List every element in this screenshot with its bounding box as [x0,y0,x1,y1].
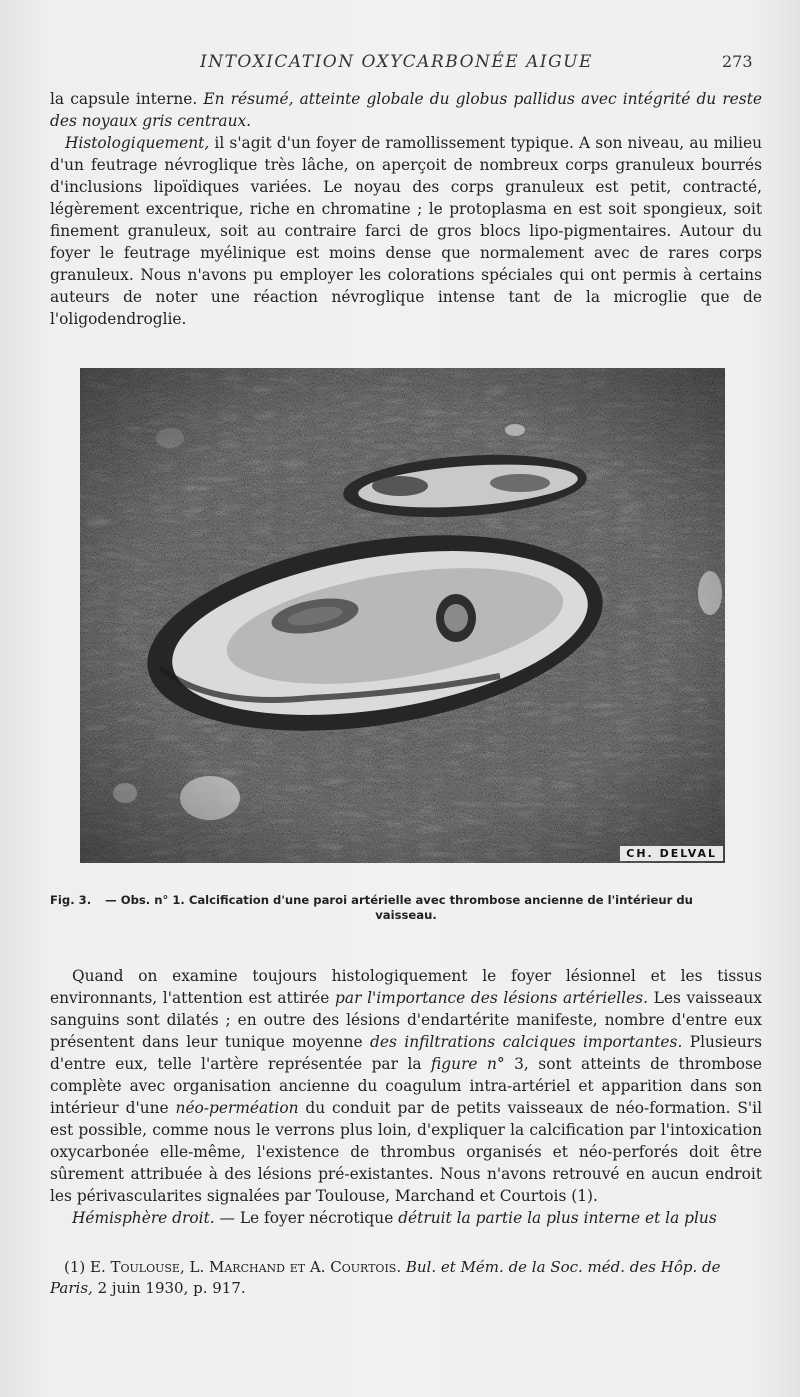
p2-italic-4: néo-perméation [175,1099,299,1117]
p2-italic-3: figure n° [431,1055,505,1073]
p2-text-1: Quand on examine toujours histologiquement le foyer lésionnel et les tissus environnants, l'attention est attirée [50,967,762,1007]
resume-text: En résumé, atteinte globale du globus pallidus avec intégrité du reste des noyaux gris centraux. [50,90,762,130]
page-number: 273 [722,52,753,71]
footnote [50,1257,762,1299]
figure-micrograph [80,368,725,863]
running-title: INTOXICATION OXYCARBONÉE AIGUE [200,52,593,72]
footnote-number: (1) [64,1258,91,1276]
paragraph-1-lead: la capsule interne. [50,90,204,108]
hemisphere-label: Hémisphère droit. [72,1209,215,1227]
p2-text-2: Les vaisseaux sanguins sont dilatés ; en outre des lésions d'endartérite manifeste, nombre d'entre eux présentent dans leur tunique moyenne [50,989,763,1051]
footnote-authors: E. Toulouse, L. Marchand et A. Courtois. [90,1258,402,1276]
caption-line-1: — Obs. n° 1. Calcification d'une paroi artérielle avec thrombose ancienne de l'intérieur du [105,893,693,907]
micrograph-image [80,368,725,863]
hemisphere-italic: détruit la partie la plus interne et la plus [398,1209,717,1227]
figure-caption [50,893,762,923]
caption-line-2: vaisseau. [375,908,437,922]
photo-credit: CH. DELVAL [620,846,723,861]
caption-label: Fig. 3. [50,893,92,907]
p2-text-3: Plusieurs d'entre eux, telle l'artère représentée par la [50,1033,763,1073]
footnote-date: 2 juin 1930, p. 917. [92,1279,246,1297]
p2-italic-2: des infiltrations calciques importantes. [370,1033,683,1051]
histo-text: il s'agit d'un foyer de ramollissement typique. A son niveau, au milieu d'un feutrage névroglique très lâche, on aperçoit de nombreux corps granuleux bourrés d'inclusions lipoïdiques variées. Le noyau des corps granuleux est petit, contracté, légèrement excentrique, riche en chromatine ; le protoplasma en est soit spongieux, soit finement granuleux, soit au contraire farci de gros blocs lipo-pigmentaires. Autour du foyer le feutrage myélinique est moins dense que normalement avec de rares corps granuleux. Nous n'avons pu employer les colorations spéciales qui ont permis à certains auteurs de noter une réaction névroglique intense tant de la microglie que de l'oligodendroglie. [50,134,762,328]
paragraph-2 [50,965,762,1229]
p2-text-5: du conduit par de petits vaisseaux de néo-formation. S'il est possible, comme nous le verrons plus loin, d'expliquer la calcification par l'intoxication oxycarbonée elle-même, l'existence de thrombus organisés et néo-perforés doit être sûrement attribuée à des lésions pré-existantes. Nous n'avons retrouvé en aucun endroit les périvascularites signalées par Toulouse, Marchand et Courtois (1). [50,1099,762,1205]
hemisphere-text: — Le foyer nécrotique [214,1209,399,1227]
paragraph-1 [50,88,762,330]
p2-italic-1: par l'importance des lésions artérielles. [335,989,648,1007]
footnote-journal: Bul. et Mém. de la Soc. méd. des Hôp. de Paris, [50,1258,721,1297]
p2-text-4: 3, sont atteints de thrombose complète avec organisation ancienne du coagulum intra-artériel et apparition dans son intérieur d'une [50,1055,762,1117]
histo-label: Histologiquement, [65,134,210,152]
